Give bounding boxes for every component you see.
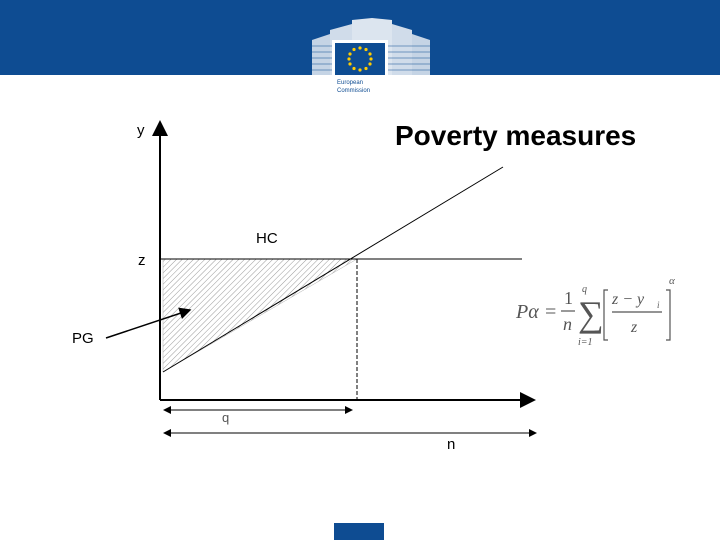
fgt-formula	[512, 270, 682, 355]
formula-denominator: z	[631, 319, 638, 336]
formula-numerator: z − y	[612, 291, 645, 308]
poverty-gap-area	[163, 259, 357, 372]
hc-label: HC	[256, 230, 278, 247]
sum-icon: ∑	[578, 294, 604, 334]
slide-title: Poverty measures	[395, 120, 637, 151]
right-bracket-icon	[666, 290, 670, 340]
formula-one: 1	[564, 288, 573, 308]
n-label: n	[447, 436, 456, 453]
formula-numerator-sub: i	[657, 300, 660, 310]
formula-sum-upper: q	[582, 284, 587, 295]
logo-text-line1: European	[337, 80, 364, 86]
y-axis-label: y	[137, 122, 145, 139]
footer-bar	[334, 523, 384, 540]
z-label: z	[138, 252, 146, 269]
formula-lhs: Pα =	[516, 301, 558, 323]
formula-sum-lower: i=1	[578, 337, 593, 348]
pg-label: PG	[72, 330, 94, 347]
q-label: q	[222, 410, 230, 425]
logo-text-line2: Commission	[337, 88, 371, 94]
formula-n: n	[563, 314, 572, 334]
formula-exponent: α	[669, 275, 675, 287]
left-bracket-icon	[604, 290, 608, 340]
